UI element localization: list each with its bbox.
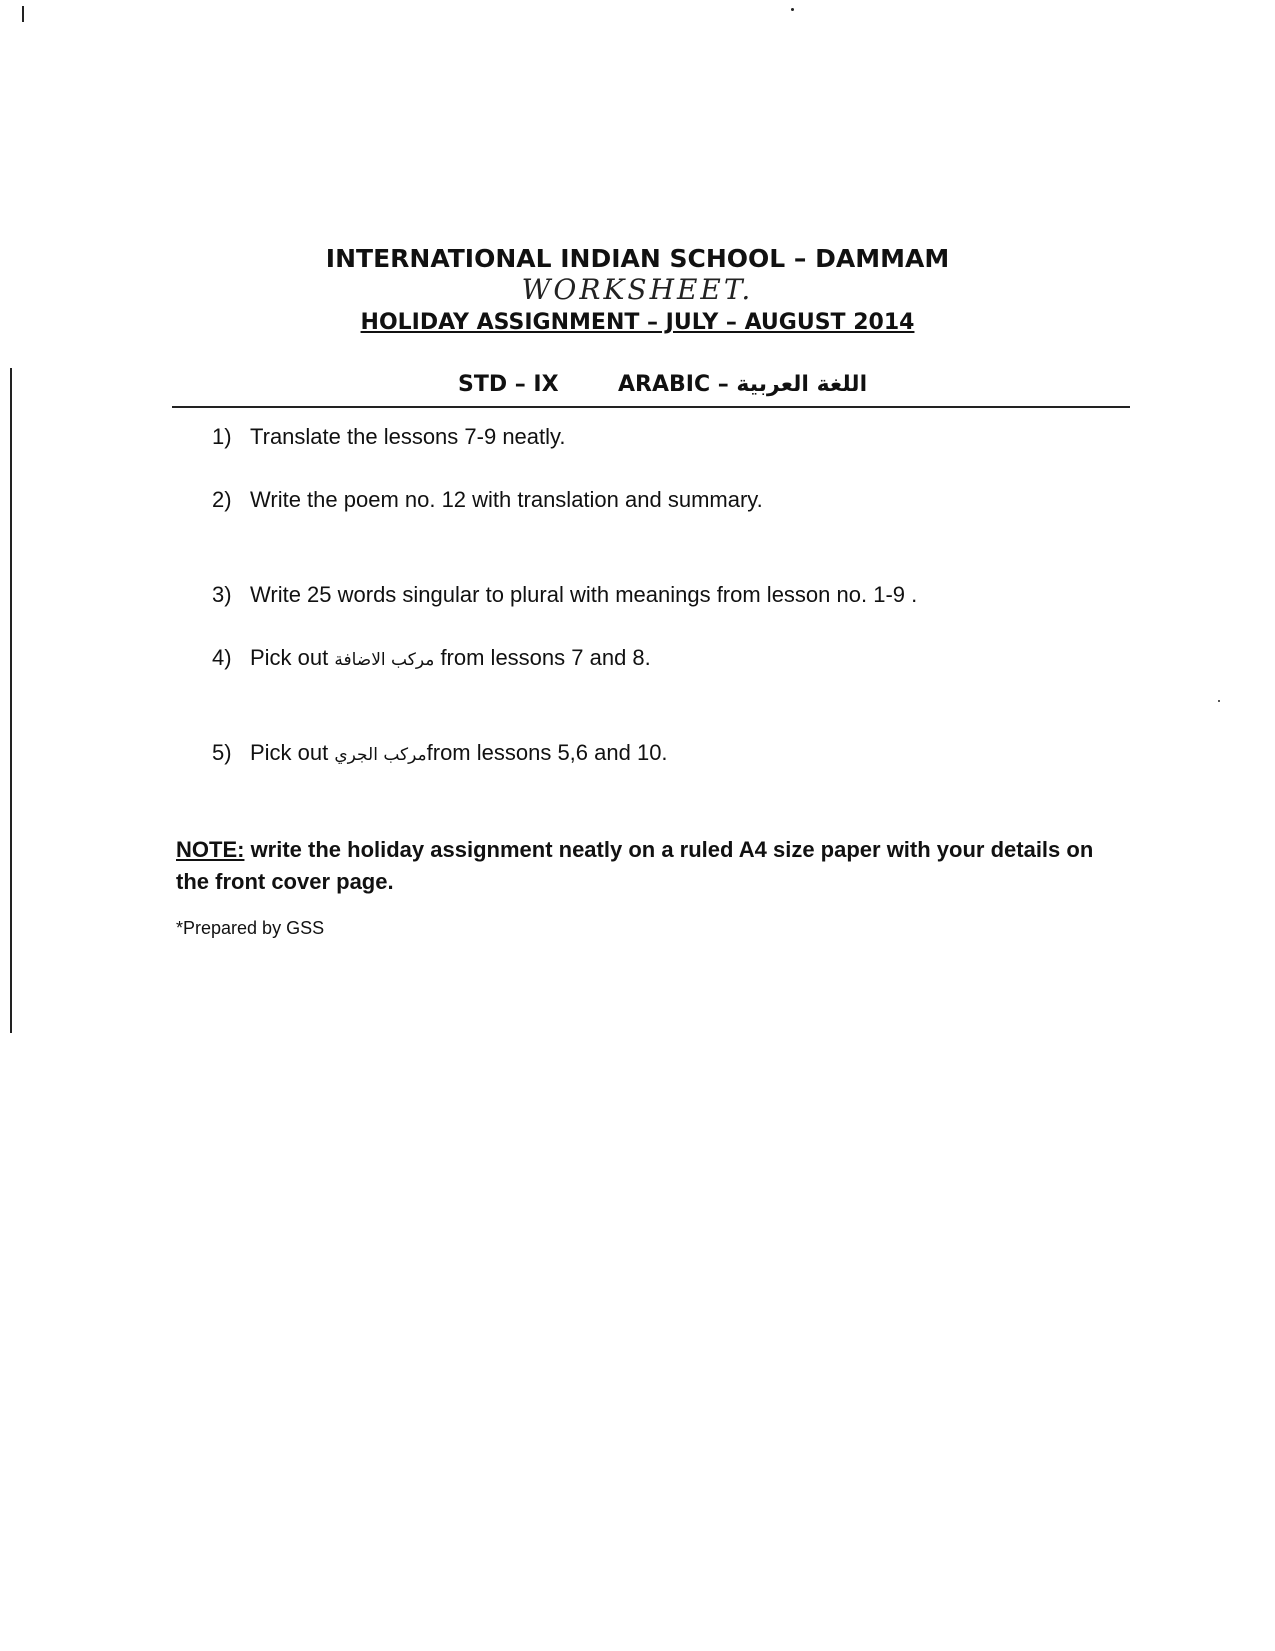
scan-dot-right	[1218, 700, 1220, 702]
list-item	[212, 424, 566, 450]
item-number: 2)	[212, 487, 232, 512]
item-number: 5)	[212, 740, 232, 765]
assignment-title: HOLIDAY ASSIGNMENT – JULY – AUGUST 2014	[360, 310, 915, 335]
scan-dot-top	[791, 8, 794, 11]
item-text-post: from lessons 7 and 8.	[434, 645, 651, 670]
header-divider	[172, 406, 1130, 408]
item-text: Translate the lessons 7-9 neatly.	[250, 424, 566, 449]
scan-mark-top-left	[22, 6, 24, 22]
item-text: Write the poem no. 12 with translation and summary.	[250, 487, 763, 512]
handwritten-worksheet-label: WORKSHEET.	[521, 273, 754, 306]
item-number: 1)	[212, 424, 232, 449]
scan-mark-left-edge	[10, 368, 12, 1033]
item-text-pre: Pick out	[250, 740, 335, 765]
subject-label	[618, 372, 867, 397]
list-item	[212, 582, 917, 608]
note-label: NOTE:	[176, 837, 245, 862]
list-item	[212, 645, 651, 671]
prepared-by: *Prepared by GSS	[176, 918, 325, 938]
subject-prefix: ARABIC –	[618, 372, 737, 397]
list-item	[212, 740, 668, 766]
list-item	[212, 487, 763, 513]
school-title: INTERNATIONAL INDIAN SCHOOL – DAMMAM	[325, 244, 950, 273]
item-text-pre: Pick out	[250, 645, 335, 670]
standard-label: STD – IX	[458, 372, 559, 397]
item-text: Write 25 words singular to plural with meanings from lesson no. 1-9 .	[250, 582, 918, 607]
item-number: 4)	[212, 645, 232, 670]
note-paragraph	[176, 834, 1096, 898]
note-text: write the holiday assignment neatly on a ruled A4 size paper with your details on the front cover page.	[176, 837, 1094, 894]
item-arabic-term: مركب الاضافة	[334, 650, 435, 670]
subject-arabic: اللغة العربية	[736, 372, 868, 397]
item-text-post: from lessons 5,6 and 10.	[426, 740, 668, 765]
item-number: 3)	[212, 582, 232, 607]
item-arabic-term: مركب الجري	[334, 745, 427, 765]
